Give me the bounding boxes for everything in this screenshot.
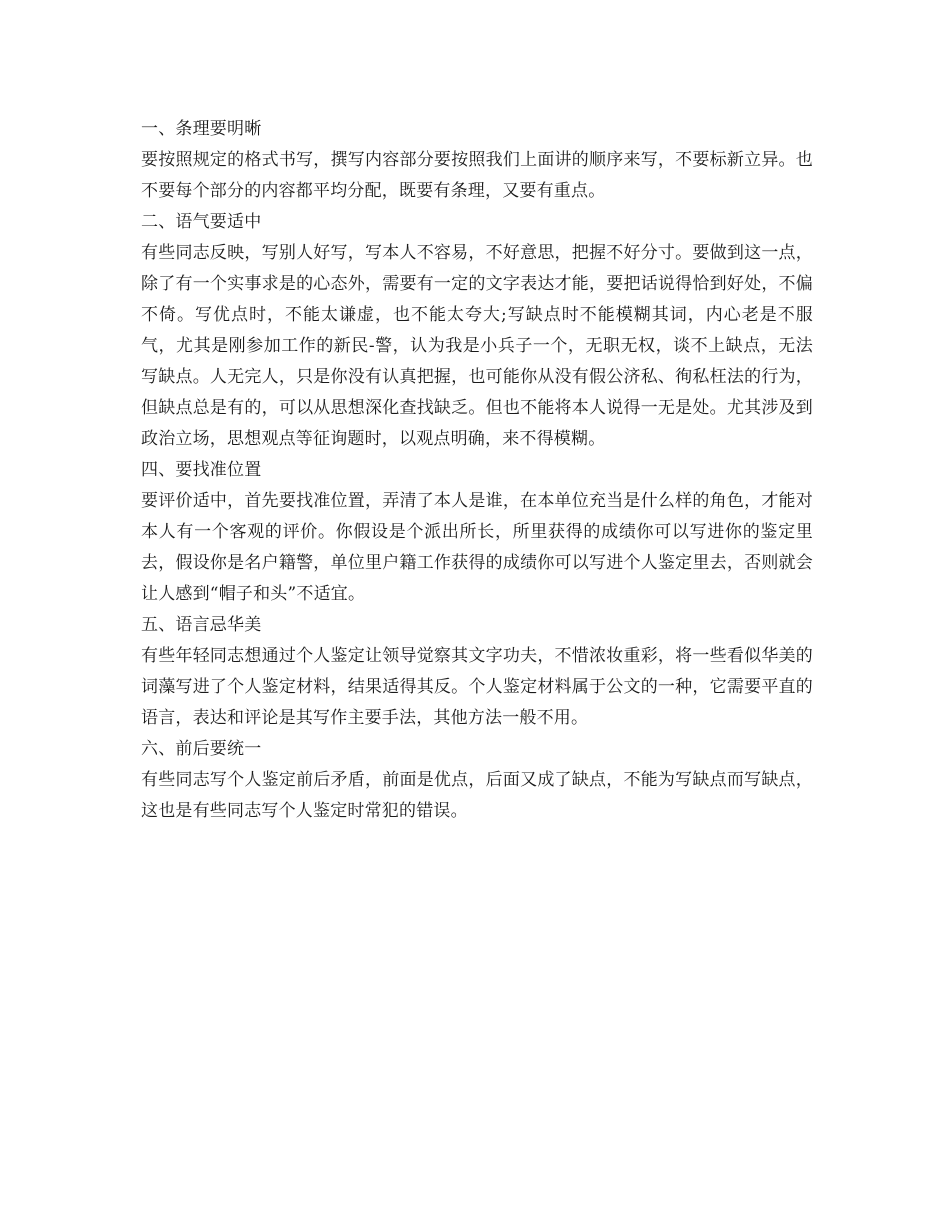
section-paragraph: 有些同志反映，写别人好写，写本人不容易，不好意思，把握不好分寸。要做到这一点，除了有一个实事求是的心态外，需要有一定的文字表达才能，要把话说得恰到好处，不偏不倚。写优点时，不能太谦虚，也不能太夸大;写缺点时不能模糊其词，内心老是不服气，尤其是刚参加工作的新民-警，认为我是小兵子一个，无职无权，谈不上缺点，无法写缺点。人无完人，只是你没有认真把握，也可能你从没有假公济私、徇私枉法的行为，但缺点总是有的，可以从思想深化查找缺乏。但也不能将本人说得一无是处。尤其涉及到政治立场，思想观点等征询题时，以观点明确，来不得模糊。 bbox=[141, 243, 813, 449]
section-5 bbox=[141, 610, 813, 734]
section-heading: 四、要找准位置 bbox=[141, 460, 262, 480]
section-paragraph: 有些同志写个人鉴定前后矛盾，前面是优点，后面又成了缺点，不能为写缺点而写缺点，这也是有些同志写个人鉴定时常犯的错误。 bbox=[141, 770, 813, 821]
section-paragraph: 有些年轻同志想通过个人鉴定让领导觉察其文字功夫，不惜浓妆重彩，将一些看似华美的词藻写进了个人鉴定材料，结果适得其反。个人鉴定材料属于公文的一种，它需要平直的语言，表达和评论是其写作主要手法，其他方法一般不用。 bbox=[141, 646, 813, 728]
section-paragraph: 要按照规定的格式书写，撰写内容部分要按照我们上面讲的顺序来写，不要标新立异。也不要每个部分的内容都平均分配，既要有条理，又要有重点。 bbox=[141, 150, 813, 201]
section-1 bbox=[141, 114, 813, 207]
document-body bbox=[141, 114, 813, 827]
section-2 bbox=[141, 207, 813, 455]
section-4 bbox=[141, 455, 813, 610]
section-heading: 一、条理要明晰 bbox=[141, 119, 262, 139]
section-heading: 二、语气要适中 bbox=[141, 212, 262, 232]
section-paragraph: 要评价适中，首先要找准位置，弄清了本人是谁，在本单位充当是什么样的角色，才能对本人有一个客观的评价。你假设是个派出所长，所里获得的成绩你可以写进你的鉴定里去，假设你是名户籍警，单位里户籍工作获得的成绩你可以写进个人鉴定里去，否则就会让人感到“帽子和头”不适宜。 bbox=[141, 491, 813, 604]
section-6 bbox=[141, 734, 813, 827]
section-heading: 六、前后要统一 bbox=[141, 739, 262, 759]
section-heading: 五、语言忌华美 bbox=[141, 615, 262, 635]
